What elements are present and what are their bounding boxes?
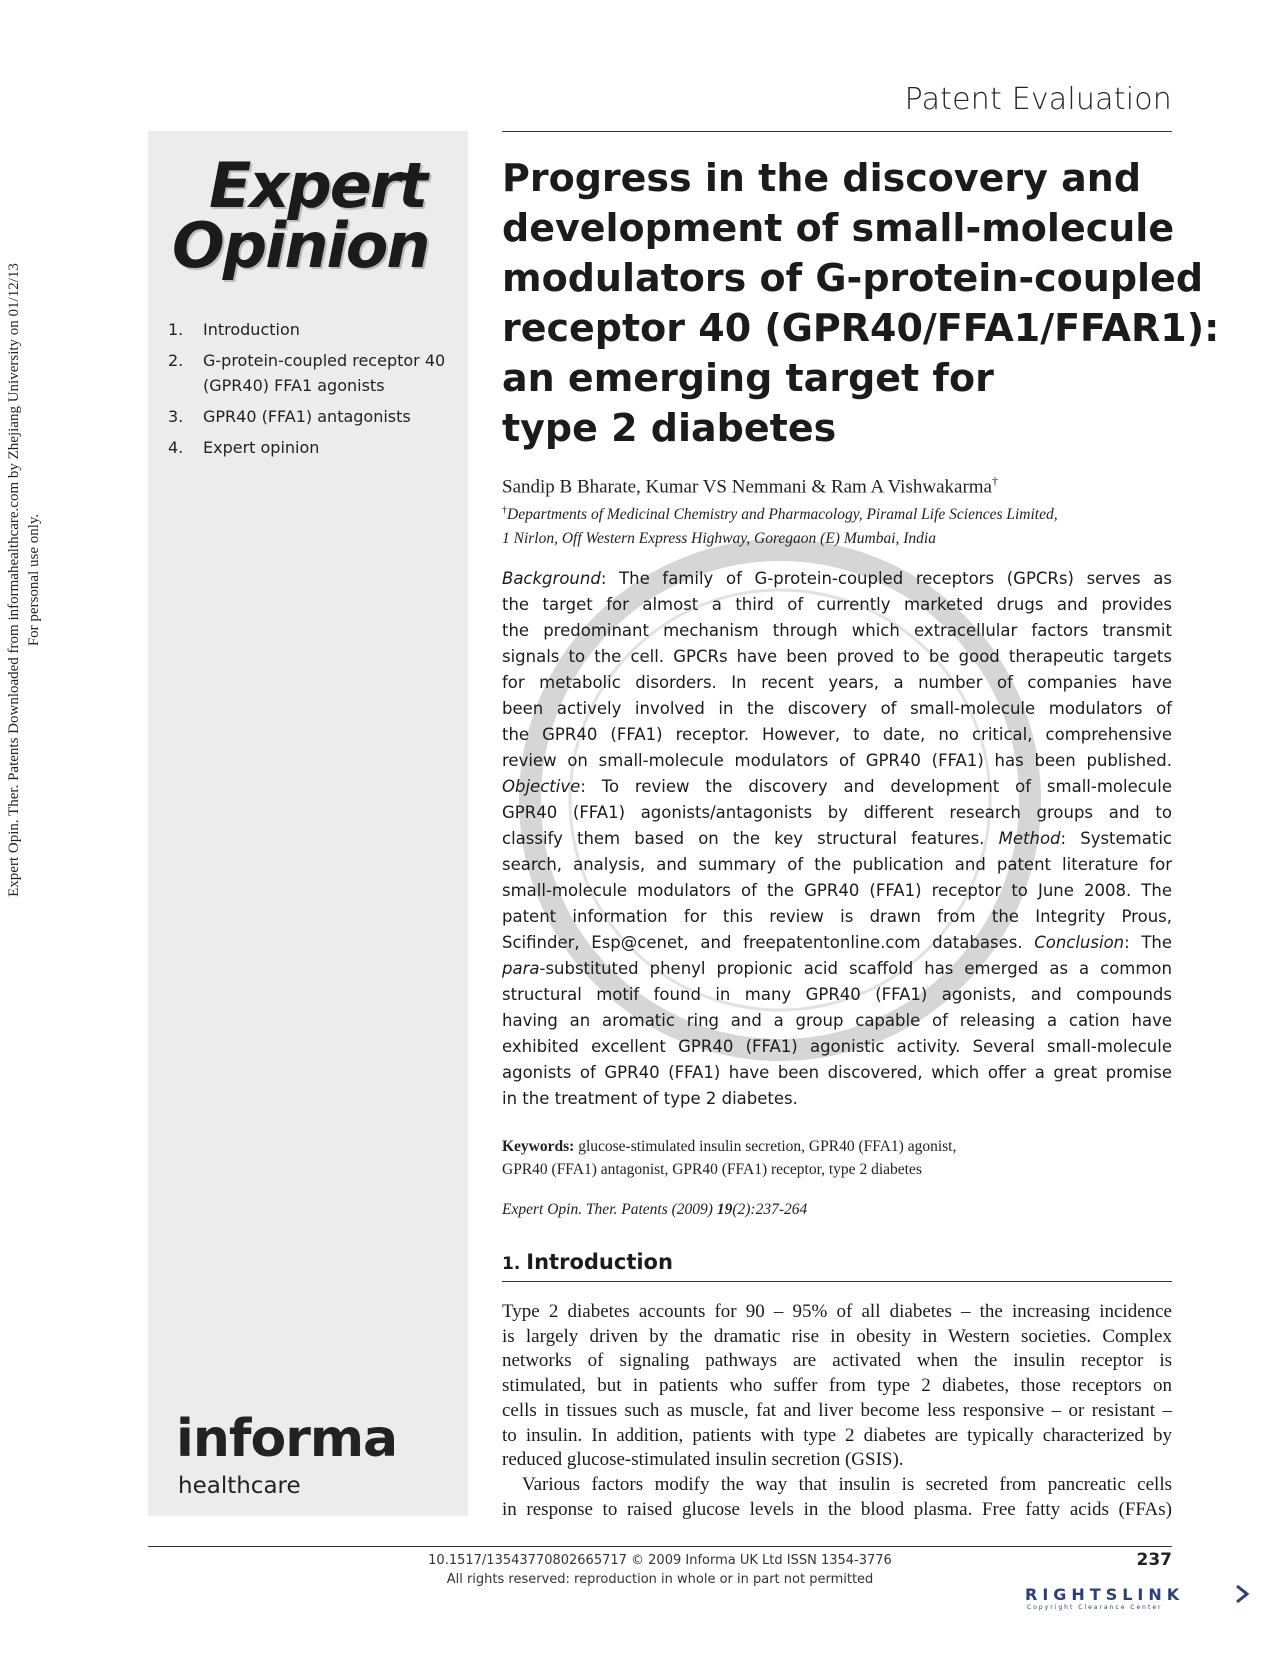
journal-brand-line2: Opinion xyxy=(172,209,429,282)
abstract-line: having an aromatic ring and a group capable of releasing a cation have xyxy=(502,1011,1172,1030)
citation-suffix: (2):237-264 xyxy=(732,1201,808,1218)
publisher-logo: informa xyxy=(176,1409,398,1469)
article-title xyxy=(502,153,1220,453)
body-line: stimulated, but in patients who suffer from type 2 diabetes, those receptors on xyxy=(502,1375,1172,1397)
abstract-line: classify them based on the key structural features. Method: Systematic xyxy=(502,829,1172,848)
abstract-line: para-substituted phenyl propionic acid scaffold has emerged as a common xyxy=(502,959,1172,978)
journal-brand-line1: Expert xyxy=(209,149,426,222)
body-line: reduced glucose-stimulated insulin secretion (GSIS). xyxy=(502,1449,904,1471)
body-line: in response to raised glucose levels in the blood plasma. Free fatty acids (FFAs) xyxy=(502,1498,1172,1520)
abstract xyxy=(502,566,1172,1112)
toc-number: 2. xyxy=(168,351,184,370)
abstract-line: Scifinder, Esp@cenet, and freepatentonline.com databases. Conclusion: The xyxy=(502,933,1173,952)
rights-line: All rights reserved: reproduction in whole or in part not permitted xyxy=(446,1572,874,1587)
abstract-line: the GPR40 (FFA1) receptor. However, to date, no critical, comprehensive xyxy=(502,725,1172,744)
sidebar xyxy=(148,131,468,1516)
toc-item-introduction[interactable] xyxy=(168,317,453,342)
title-line: modulators of G-protein-coupled xyxy=(502,256,1204,300)
abstract-line: for metabolic disorders. In recent years, a number of companies have xyxy=(502,673,1172,692)
header-divider xyxy=(502,131,1172,132)
author-mark: † xyxy=(991,474,998,488)
abstract-line: the target for almost a third of currently marketed drugs and provides xyxy=(502,595,1172,614)
citation-prefix: Expert Opin. Ther. Patents (2009) xyxy=(502,1201,717,1218)
affiliation-line2: 1 Nirlon, Off Western Express Highway, Goregaon (E) Mumbai, India xyxy=(502,530,936,548)
toc-label: GPR40 (FFA1) antagonists xyxy=(203,407,411,426)
section-number: 1. xyxy=(502,1254,521,1274)
abstract-line: Objective: To review the discovery and development of small-molecule xyxy=(502,777,1172,796)
abstract-line: search, analysis, and summary of the publication and patent literature for xyxy=(502,855,1172,874)
abstract-line: structural motif found in many GPR40 (FFA1) agonists, and compounds xyxy=(502,985,1172,1004)
body-line: Various factors modify the way that insulin is secreted from pancreatic cells xyxy=(522,1473,1172,1495)
introduction-body xyxy=(502,1300,1172,1522)
title-line: development of small-molecule xyxy=(502,206,1175,250)
toc-label: Introduction xyxy=(203,320,300,339)
abstract-line: the predominant mechanism through which extracellular factors transmit xyxy=(502,621,1172,640)
body-line: to insulin. In addition, patients with type 2 diabetes are typically characterized by xyxy=(502,1424,1172,1446)
abstract-line: exhibited excellent GPR40 (FFA1) agonistic activity. Several small-molecule xyxy=(502,1037,1172,1056)
title-line: receptor 40 (GPR40/FFA1/FFAR1): xyxy=(502,306,1220,350)
toc-number: 3. xyxy=(168,407,184,426)
title-line: Progress in the discovery and xyxy=(502,156,1142,200)
keywords-label: Keywords: xyxy=(502,1138,575,1155)
table-of-contents xyxy=(168,317,453,466)
abstract-line: signals to the cell. GPCRs have been proved to be good therapeutic targets xyxy=(502,647,1172,666)
toc-label: Expert opinion xyxy=(203,438,320,457)
affiliation-line1: Departments of Medicinal Chemistry and Pharmacology, Piramal Life Sciences Limited, xyxy=(507,506,1058,524)
title-line: an emerging target for xyxy=(502,356,994,400)
download-notice-line1: Expert Opin. Ther. Patents Downloaded from informahealthcare.com by Zhejiang University on 01/12/13 xyxy=(6,263,22,897)
download-notice xyxy=(4,0,84,1180)
section-title: Introduction xyxy=(526,1250,673,1274)
keywords-line1: glucose-stimulated insulin secretion, GPR40 (FFA1) agonist, xyxy=(578,1138,957,1155)
title-line: type 2 diabetes xyxy=(502,406,837,450)
body-line: cells in tissues such as muscle, fat and liver become less responsive – or resistant – xyxy=(502,1399,1172,1421)
toc-number: 4. xyxy=(168,438,184,457)
toc-label: G-protein-coupled receptor 40 (GPR40) FFA1 agonists xyxy=(203,351,446,395)
footer-copyright xyxy=(310,1551,1010,1589)
toc-item-antagonists[interactable] xyxy=(168,404,453,429)
abstract-line: small-molecule modulators of the GPR40 (FFA1) receptor to June 2008. The xyxy=(502,881,1172,900)
doi-line: 10.1517/13543770802665717 © 2009 Informa UK Ltd ISSN 1354-3776 xyxy=(428,1553,892,1568)
abstract-line: in the treatment of type 2 diabetes. xyxy=(502,1089,798,1108)
keywords xyxy=(502,1135,1172,1181)
abstract-line: GPR40 (FFA1) agonists/antagonists by different research groups and to xyxy=(502,803,1172,822)
rightslink-chevron-icon xyxy=(1233,1583,1253,1605)
section-divider xyxy=(502,1281,1172,1282)
abstract-line: Background: The family of G-protein-coupled receptors (GPCRs) serves as xyxy=(502,569,1172,588)
keywords-line2: GPR40 (FFA1) antagonist, GPR40 (FFA1) receptor, type 2 diabetes xyxy=(502,1161,922,1178)
download-notice-line2: For personal use only. xyxy=(26,513,42,647)
abstract-line: patent information for this review is drawn from the Integrity Prous, xyxy=(502,907,1172,926)
affiliation xyxy=(502,499,1182,551)
publisher-logo-subtitle: healthcare xyxy=(178,1473,301,1499)
body-line: is largely driven by the dramatic rise in obesity in Western societies. Complex xyxy=(502,1325,1172,1347)
section-label: Patent Evaluation xyxy=(904,82,1172,117)
toc-item-expert-opinion[interactable] xyxy=(168,435,453,460)
citation xyxy=(502,1201,807,1219)
page-number: 237 xyxy=(1136,1550,1172,1570)
author-names: Sandip B Bharate, Kumar VS Nemmani & Ram A Vishwakarma xyxy=(502,476,992,498)
body-line: networks of signaling pathways are activated when the insulin receptor is xyxy=(502,1350,1172,1372)
rightslink-logo[interactable]: RIGHTSLINK xyxy=(1025,1585,1185,1604)
rightslink-subtitle: Copyright Clearance Center xyxy=(1027,1604,1163,1611)
abstract-line: been actively involved in the discovery of small-molecule modulators of xyxy=(502,699,1172,718)
section-heading-introduction xyxy=(502,1250,673,1274)
body-line: Type 2 diabetes accounts for 90 – 95% of all diabetes – the increasing incidence xyxy=(502,1301,1172,1322)
affiliation-mark: † xyxy=(502,505,507,516)
toc-number: 1. xyxy=(168,320,184,339)
citation-volume: 19 xyxy=(716,1201,733,1218)
author-list xyxy=(502,474,998,498)
footer-divider xyxy=(148,1546,1172,1547)
toc-item-agonists[interactable] xyxy=(168,348,453,398)
abstract-line: agonists of GPR40 (FFA1) have been discovered, which offer a great promise xyxy=(502,1063,1172,1082)
abstract-line: review on small-molecule modulators of GPR40 (FFA1) has been published. xyxy=(502,751,1172,770)
